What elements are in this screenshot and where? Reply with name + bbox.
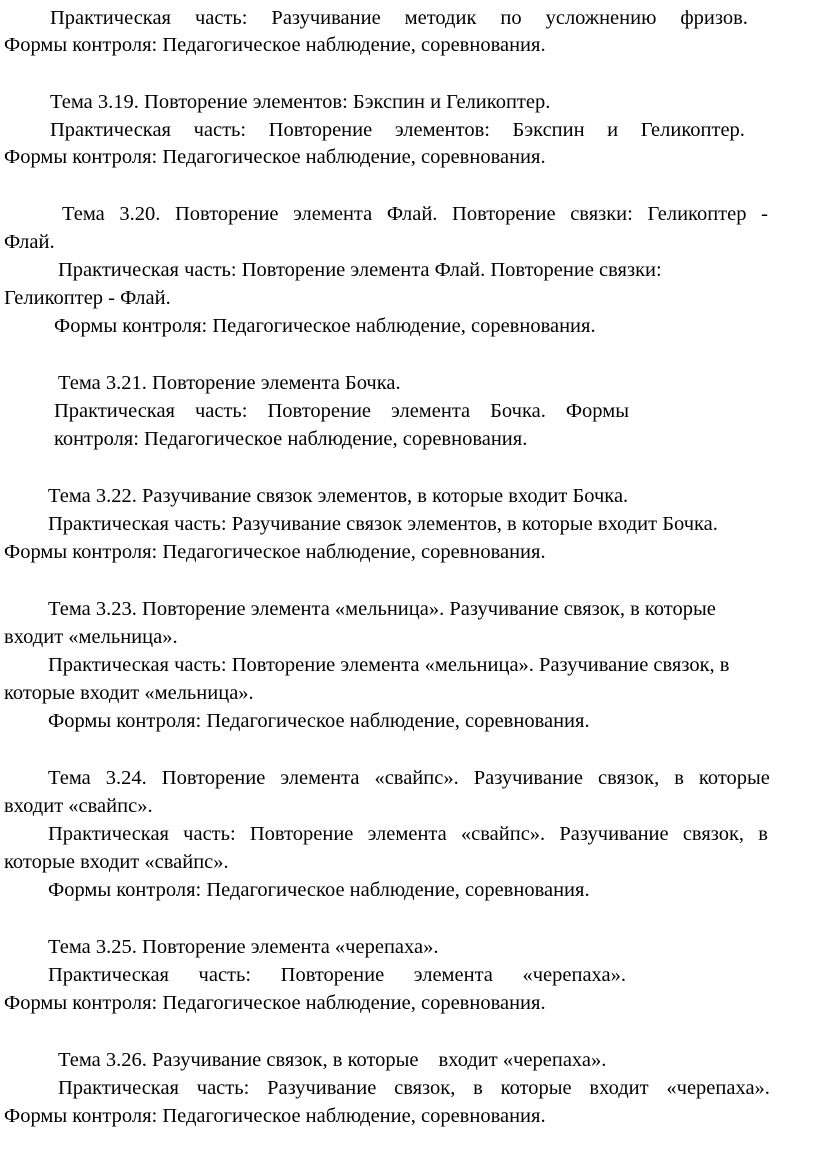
topic-3-26-practical-line1: Практическая часть: Разучивание связок, в которые входит «черепаха». xyxy=(58,1077,770,1099)
topic-3-22-practical-line1: Практическая часть: Разучивание связок элементов, в которые входит Бочка. xyxy=(48,513,718,535)
topic-3-20-title-line1: Тема 3.20. Повторение элемента Флай. Повторение связки: Геликоптер - xyxy=(62,203,768,225)
topic-3-24-title-line1: Тема 3.24. Повторение элемента «свайпс». Разучивание связок, в которые xyxy=(48,767,770,789)
topic-3-22-title: Тема 3.22. Разучивание связок элементов, в которые входит Бочка. xyxy=(48,485,629,507)
topic-3-25-practical-line1: Практическая часть: Повторение элемента «черепаха». xyxy=(48,964,626,986)
topic-3-19-title: Тема 3.19. Повторение элементов: Бэкспин и Геликоптер. xyxy=(50,91,551,113)
topic-3-19-practical-line1: Практическая часть: Повторение элементов: Бэкспин и Геликоптер. xyxy=(50,119,745,141)
topic-3-23-practical-line1: Практическая часть: Повторение элемента «мельница». Разучивание связок, в xyxy=(48,654,730,676)
topic-3-26-control-line: Формы контроля: Педагогическое наблюдение, соревнования. xyxy=(4,1105,546,1127)
topic-3-24-title-line2: входит «свайпс». xyxy=(4,795,153,817)
topic-3-23-control-line: Формы контроля: Педагогическое наблюдение, соревнования. xyxy=(48,710,590,732)
topic-3-22-control-line: Формы контроля: Педагогическое наблюдение, соревнования. xyxy=(4,541,546,563)
topic-3-21-practical-line1: Практическая часть: Повторение элемента Бочка. Формы xyxy=(54,400,629,422)
topic-3-23-practical-line2: которые входит «мельница». xyxy=(4,682,254,704)
topic-3-25-control-line: Формы контроля: Педагогическое наблюдение, соревнования. xyxy=(4,992,546,1014)
topic-3-21-control-line: контроля: Педагогическое наблюдение, соревнования. xyxy=(54,428,528,450)
topic-3-20-control-line: Формы контроля: Педагогическое наблюдение, соревнования. xyxy=(54,315,596,337)
topic-3-20-practical-line1: Практическая часть: Повторение элемента Флай. Повторение связки: xyxy=(58,259,662,281)
topic-3-20-practical-line2: Геликоптер - Флай. xyxy=(4,287,171,309)
topic-3-21-title: Тема 3.21. Повторение элемента Бочка. xyxy=(58,372,401,394)
topic-3-23-title-line1: Тема 3.23. Повторение элемента «мельница». Разучивание связок, в которые xyxy=(48,598,716,620)
intro-practical-line1: Практическая часть: Разучивание методик по усложнению фризов. xyxy=(50,7,748,29)
topic-3-23-title-line2: входит «мельница». xyxy=(4,626,178,648)
topic-3-20-title-line2: Флай. xyxy=(4,231,55,253)
topic-3-24-control-line: Формы контроля: Педагогическое наблюдение, соревнования. xyxy=(48,879,590,901)
topic-3-26-title: Тема 3.26. Разучивание связок, в которые входит «черепаха». xyxy=(58,1049,607,1071)
topic-3-25-title: Тема 3.25. Повторение элемента «черепаха». xyxy=(48,936,439,958)
topic-3-24-practical-line1: Практическая часть: Повторение элемента «свайпс». Разучивание связок, в xyxy=(48,823,768,845)
topic-3-19-control-line: Формы контроля: Педагогическое наблюдение, соревнования. xyxy=(4,146,546,168)
intro-control-line: Формы контроля: Педагогическое наблюдение, соревнования. xyxy=(4,34,546,56)
topic-3-24-practical-line2: которые входит «свайпс». xyxy=(4,851,229,873)
